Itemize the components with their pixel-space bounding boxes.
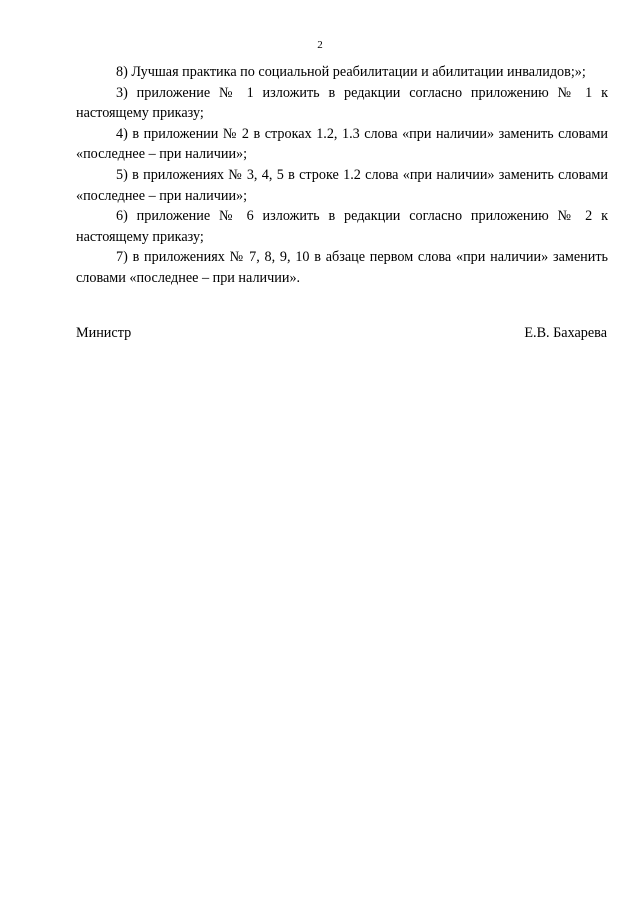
signatory-position: Министр [76, 325, 132, 341]
signatory-name: Е.В. Бахарева [524, 325, 607, 341]
paragraph-item-7: 7) в приложениях № 7, 8, 9, 10 в абзаце первом слова «при наличии» заменить словами «последнее – при наличии». [76, 249, 608, 286]
page-number: 2 [317, 39, 323, 51]
paragraph-item-6: 6) приложение № 6 изложить в редакции согласно приложению № 2 к настоящему приказу; [76, 208, 608, 245]
paragraph-item-4: 4) в приложении № 2 в строках 1.2, 1.3 слова «при наличии» заменить словами «последнее – при наличии»; [76, 125, 608, 163]
signature-block [76, 323, 607, 343]
paragraph-item-3: 3) приложение № 1 изложить в редакции согласно приложению № 1 к настоящему приказу; [76, 84, 608, 122]
paragraph-item-5: 5) в приложениях № 3, 4, 5 в строке 1.2 слова «при наличии» заменить словами «последнее – при наличии»; [76, 166, 608, 204]
paragraph-item-8: 8) Лучшая практика по социальной реабилитации и абилитации инвалидов;»; [116, 64, 586, 80]
document-body [76, 62, 608, 289]
